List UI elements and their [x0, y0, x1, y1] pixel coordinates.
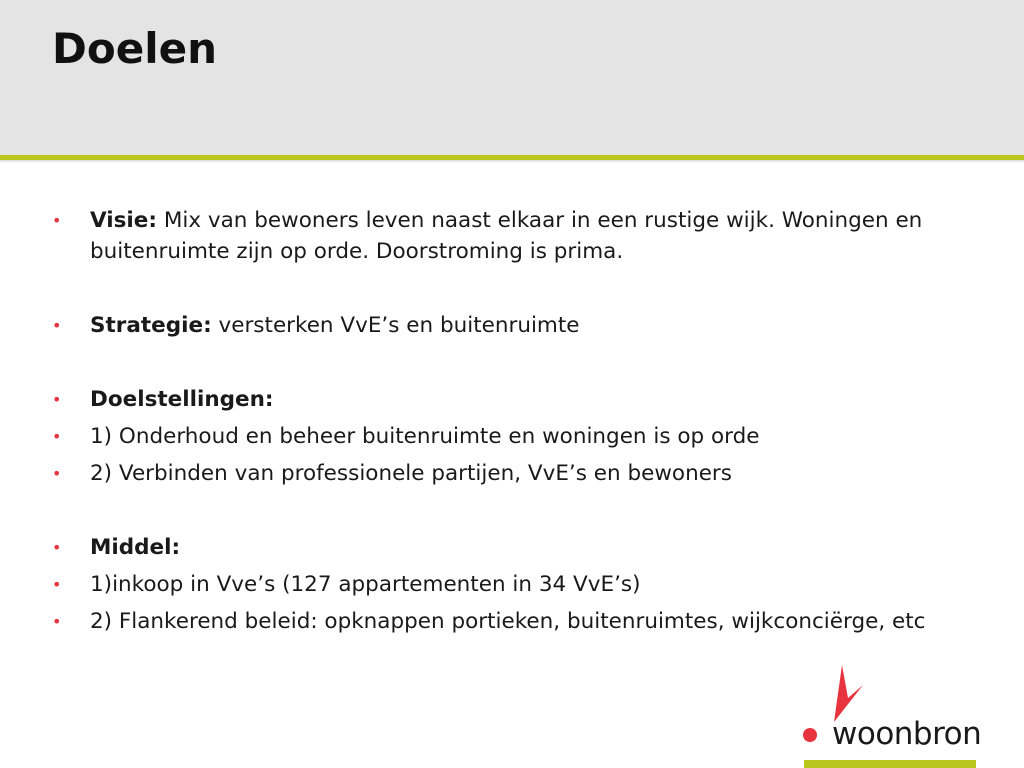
bullet-icon: •: [52, 538, 62, 557]
bullet-text: Mix van bewoners leven naast elkaar in een rustige wijk. Woningen en buitenruimte zijn op orde. Doorstroming is prima.: [90, 208, 923, 264]
slide-title: Doelen: [52, 24, 217, 73]
bullet-icon: •: [52, 390, 62, 409]
list-item-middel-2: [52, 606, 952, 637]
bullet-text: versterken VvE’s en buitenruimte: [211, 313, 580, 338]
list-item-strategie: [52, 310, 952, 341]
list-item-doelstellingen: [52, 384, 952, 415]
bullet-icon: •: [52, 612, 62, 631]
bullet-icon: •: [52, 575, 62, 594]
bullet-icon: •: [52, 464, 62, 483]
list-item-visie: [52, 205, 952, 267]
bullet-label: Strategie:: [90, 313, 212, 338]
bullet-label: Visie:: [90, 208, 157, 233]
logo-dot: [803, 728, 817, 742]
logo-arrow-shape: [834, 665, 863, 722]
list-item-middel-1: [52, 569, 952, 600]
bullet-list: [52, 205, 952, 643]
list-item-doel-1: [52, 421, 952, 452]
bullet-text: 1) Onderhoud en beheer buitenruimte en woningen is op orde: [90, 424, 760, 449]
header-line-shadow: [0, 160, 1024, 163]
bullet-icon: •: [52, 211, 62, 230]
bullet-text: 1)inkoop in Vve’s (127 appartementen in 34 VvE’s): [90, 572, 641, 597]
bullet-icon: •: [52, 316, 62, 335]
list-item-middel: [52, 532, 952, 563]
bullet-label: Middel:: [90, 535, 181, 560]
bullet-text: 2) Flankerend beleid: opknappen portieken, buitenruimtes, wijkconciërge, etc: [90, 609, 926, 634]
logo-underline-bar: [804, 760, 976, 768]
list-item-doel-2: [52, 458, 952, 489]
bullet-text: 2) Verbinden van professionele partijen, VvE’s en bewoners: [90, 461, 732, 486]
logo-wordmark: woonbron: [832, 716, 982, 752]
bullet-icon: •: [52, 427, 62, 446]
bullet-label: Doelstellingen:: [90, 387, 274, 412]
